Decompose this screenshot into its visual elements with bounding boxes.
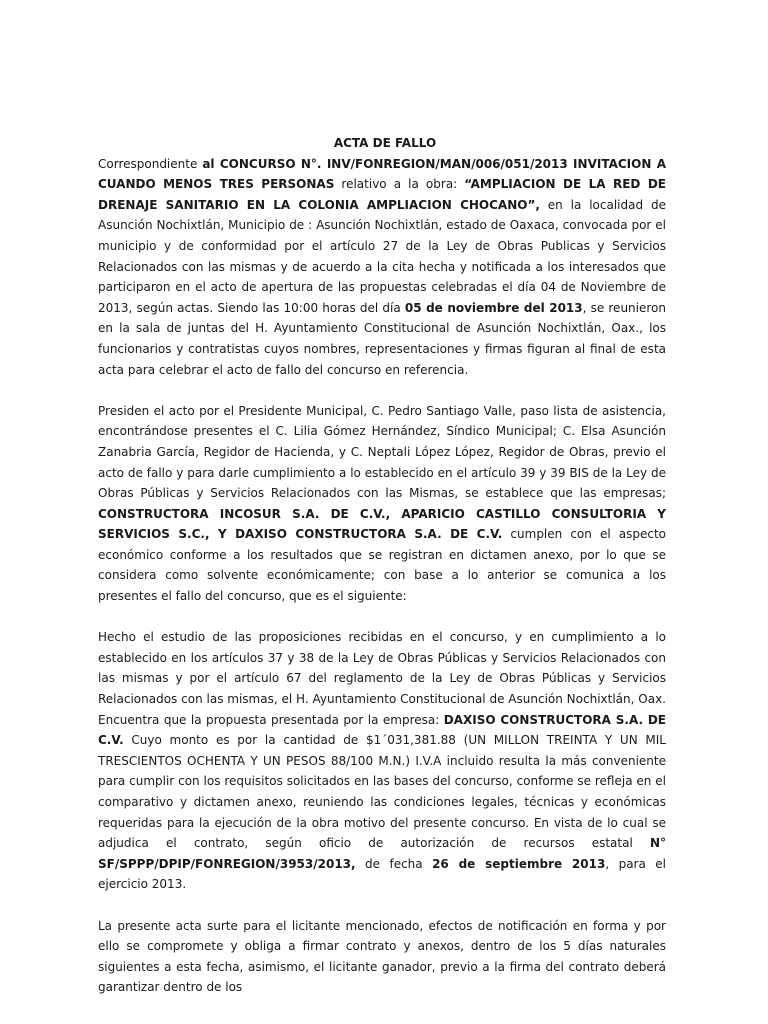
paragraph-notification [98, 916, 666, 998]
p3-authorization-date: 26 de septiembre 2013 [432, 856, 606, 871]
paragraph-convocatoria [98, 154, 666, 381]
p2-companies: CONSTRUCTORA INCOSUR S.A. DE C.V., APARICIO CASTILLO CONSULTORIA Y SERVICIOS S.C., Y DAXISO CONSTRUCTORA S.A. DE C.V. [98, 506, 666, 542]
p3-text-2: Cuyo monto es por la cantidad de $1´031,381.88 (UN MILLON TREINTA Y UN MIL TRESCIENTOS OCHENTA Y UN PESOS 88/100 M.N.) I.V.A incluido resulta la más conveniente para cumplir con los requisitos solicitados en las bases del concurso, conforme se refleja en el comparativo y dictamen anexo, reuniendo las condiciones legales, técnicas y económicas requeridas para la ejecución de la obra motivo del presente concurso. En vista de lo cual se adjudica el contrato, según oficio de autorización de recursos estatal [98, 733, 666, 851]
p1-text-3: en la localidad de Asunción Nochixtlán, Municipio de : Asunción Nochixtlán, estado de Oaxaca, convocada por el municipio y de conformidad por el artículo 27 de la Ley de Obras Publicas y Servicios Relacionados con las mismas y de acuerdo a la cita hecha y notificada a los interesados que participaron en el acto de apertura de las propuestas celebradas el día 04 de Noviembre de 2013, según actas. Siendo las 10:00 horas del día [98, 197, 666, 315]
p1-text-4: , se reunieron en la sala de juntas del H. Ayuntamiento Constitucional de Asunción Nochixtlán, Oax., los funcionarios y contratistas cuyos nombres, representaciones y firmas figuran al final de esta acta para celebrar el acto de fallo del concurso en referencia. [98, 300, 666, 377]
p1-meeting-date: 05 de noviembre del 2013 [404, 300, 583, 315]
p1-work-name: “AMPLIACION DE LA RED DE DRENAJE SANITARIO EN LA COLONIA AMPLIACION CHOCANO”, [98, 177, 666, 212]
document-body [98, 133, 666, 1019]
paragraph-award [98, 627, 666, 895]
document-title: ACTA DE FALLO [333, 136, 437, 150]
p3-text-3: de fecha [355, 856, 433, 871]
p1-text-1: Correspondiente [98, 156, 203, 171]
p2-text-1: Presiden el acto por el Presidente Municipal, C. Pedro Santiago Valle, paso lista de asistencia, encontrándose presentes el C. Lilia Gómez Hernández, Síndico Municipal; C. Elsa Asunción Zanabria García, Regidor de Hacienda, y C. Neptali López López, Regidor de Obras, previo el acto de fallo y para darle cumplimiento a lo establecido en el artículo 39 y 39 BIS de la Ley de Obras Públicas y Servicios Relacionados con las Mismas, se establece que las empresas; [98, 403, 666, 501]
paragraph-attendance [98, 401, 666, 607]
p3-text-1: Hecho el estudio de las proposiciones recibidas en el concurso, y en cumplimiento a lo establecido en los artículos 37 y 38 de la Ley de Obras Públicas y Servicios Relacionados con las mismas y por el artículo 67 del reglamento de la Ley de Obras Públicas y Servicios Relacionados con las mismas, el H. Ayuntamiento Constitucional de Asunción Nochixtlán, Oax. Encuentra que la propuesta presentada por la empresa: [98, 630, 666, 727]
p3-text-4: , para el ejercicio 2013. [98, 856, 666, 892]
p1-contest-number: al CONCURSO N°. INV/FONREGION/MAN/006/051/2013 INVITACION A CUANDO MENOS TRES PERSONAS [98, 156, 666, 192]
p2-text-2: cumplen con el aspecto económico conforme a los resultados que se registran en dictamen anexo, por lo que se considera como solvente económicamente; con base a lo anterior se comunica a los presentes el fallo del concurso, que es el siguiente: [98, 527, 666, 604]
p4-text-1: La presente acta surte para el licitante mencionado, efectos de notificación en forma y por ello se compromete y obliga a firmar contrato y anexos, dentro de los 5 días naturales siguientes a esta fecha, asimismo, el licitante ganador, previo a la firma del contrato deberá garantizar dentro de los [98, 918, 666, 995]
p3-winning-company: DAXISO CONSTRUCTORA S.A. DE C.V. [98, 712, 666, 748]
p3-authorization-number: N° SF/SPPP/DPIP/FONREGION/3953/2013, [98, 836, 666, 871]
p1-text-2: relativo a la obra: [334, 177, 465, 192]
